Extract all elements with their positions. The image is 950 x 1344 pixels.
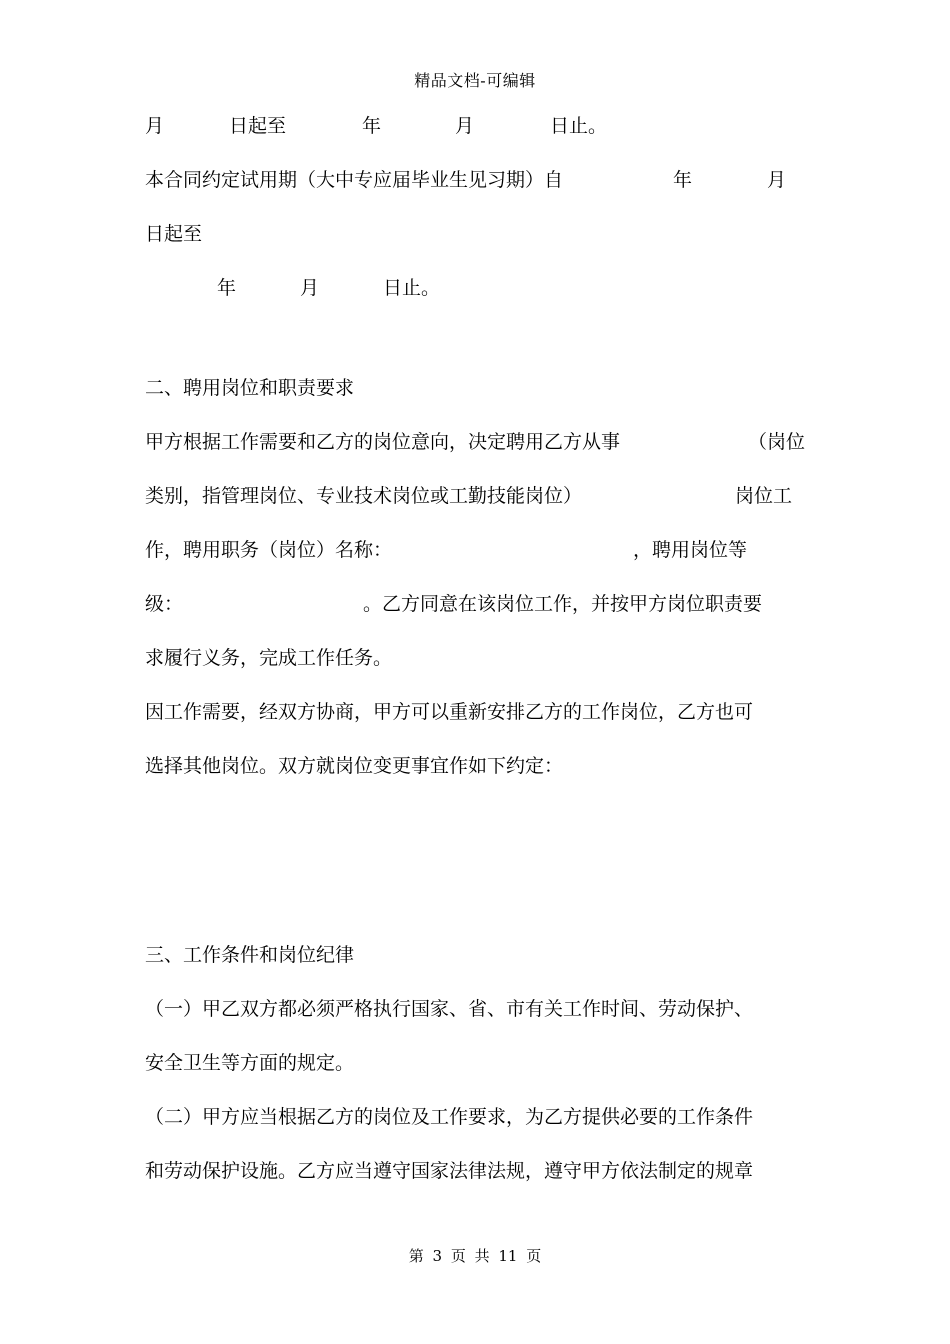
post-name-text: 作，聘用职务（岗位）名称：: [145, 539, 393, 561]
end-day-label: 日止。: [383, 277, 441, 299]
section-heading: 二、聘用岗位和职责要求: [145, 377, 355, 399]
year-label: 年: [362, 115, 382, 137]
month-label: 月: [145, 115, 165, 137]
page-footer: 第 3 页 共 11 页: [408, 1247, 542, 1265]
paragraph-line: （二）甲方应当根据乙方的岗位及工作要求，为乙方提供必要的工作条件: [145, 1106, 754, 1128]
month-label: 月: [300, 277, 320, 299]
section-heading: 三、工作条件和岗位纪律: [145, 944, 355, 966]
probation-text: 本合同约定试用期（大中专应届毕业生见习期）自: [145, 169, 564, 191]
paragraph-line: 和劳动保护设施。乙方应当遵守国家法律法规，遵守甲方依法制定的规章: [145, 1160, 754, 1182]
agreement-text: 。乙方同意在该岗位工作，并按甲方岗位职责要: [363, 593, 763, 615]
paragraph-line: 求履行义务，完成工作任务。: [145, 647, 393, 669]
year-label: 年: [217, 277, 237, 299]
paragraph-line: 因工作需要，经双方协商，甲方可以重新安排乙方的工作岗位，乙方也可: [145, 701, 754, 723]
post-category-text: 类别，指管理岗位、专业技术岗位或工勤技能岗位）: [145, 485, 583, 507]
month-label: 月: [767, 169, 787, 191]
post-grade-text: ，聘用岗位等: [633, 539, 748, 561]
paragraph-line: （一）甲乙双方都必须严格执行国家、省、市有关工作时间、劳动保护、: [145, 998, 754, 1020]
paragraph-line: 安全卫生等方面的规定。: [145, 1052, 355, 1074]
post-text: 岗位工: [735, 485, 793, 507]
post-text: （岗位: [748, 431, 806, 453]
page-header: 精品文档-可编辑: [414, 71, 536, 90]
probation-start-label: 日起至: [145, 223, 203, 245]
month-label: 月: [455, 115, 475, 137]
year-label: 年: [673, 169, 693, 191]
end-day-label: 日止。: [550, 115, 608, 137]
start-day-label: 日起至: [229, 115, 287, 137]
post-text: 甲方根据工作需要和乙方的岗位意向，决定聘用乙方从事: [145, 431, 621, 453]
grade-label: 级：: [145, 593, 184, 615]
paragraph-line: 选择其他岗位。双方就岗位变更事宜作如下约定：: [145, 755, 564, 777]
